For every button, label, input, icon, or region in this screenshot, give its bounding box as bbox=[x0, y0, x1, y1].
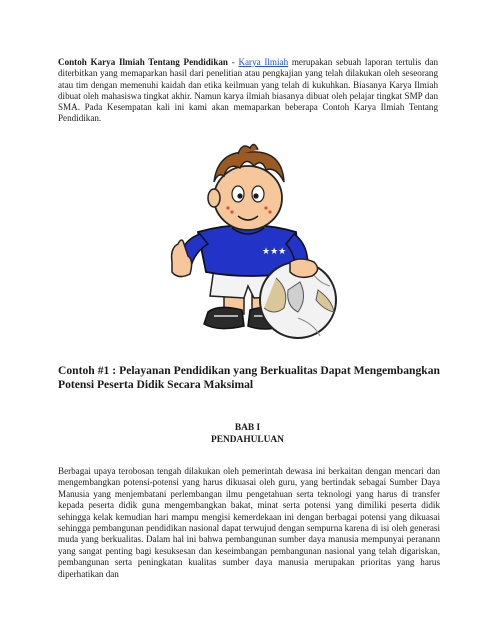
chapter-title: PENDAHULUAN bbox=[211, 435, 284, 445]
karya-ilmiah-link[interactable]: Karya Ilmiah bbox=[238, 57, 289, 67]
body-paragraph: Berbagai upaya terobosan tengah dilakukan oleh pemerintah dewasa ini berkaitan dengan mencari dan mengembangkan potensi-potensi yang harus dikuasai oleh guru, yang bertindak sebagai Sumber Daya Manusia yang menjembatani perlembangan ilmu pengetahuan serta teknologi yang harus di transfer kepada peserta didik guna mengembangkan bakat, minat serta potensi yang dimiliki peserta didik sehingga kelak kemudian hari mampu mengisi kemerdekaan ini dengan berbagai potensi yang dikuasai sehingga pembangunan pendidikan nasional dapat terwujud dengan sempurna karena di isi oleh generasi muda yang berkualitas. Dalam hal ini bahwa pembangunan sumber daya manusia mempunyai peranann yang sangat penting bagi kesuksesan dan keseimbangan pembangunan nasional yang telah digariskan, pembangunan serta peningkatan kualitas sumber daya manusia merupakan prioritas yang harus diperhatikan dan bbox=[58, 466, 440, 579]
cartoon-boy-with-soccer-ball-icon bbox=[158, 140, 343, 345]
svg-text:★★★: ★★★ bbox=[262, 247, 287, 257]
intro-text: merupakan sebuah laporan tertulis dan diterbitkan yang memaparkan hasil dari penelitian atau pengkajian yang telah dilakukan oleh seseorang atau tim dengan memenuhi kaidah dan etika keilmuan yang telah di kukuhkan. Biasanya Karya Ilmiah dibuat oleh mahasiswa tingkat akhir. Namun karya ilmiah biasanya dibuat oleh pelajar tingkat SMP dan SMA. Pada Kesempatan kali ini kami akan memaparkan beberapa Contoh Karya Ilmiah Tentang Pendidikan. bbox=[58, 57, 438, 124]
intro-paragraph bbox=[58, 57, 438, 125]
intro-separator: - bbox=[228, 57, 239, 67]
section-heading: Contoh #1 : Pelayanan Pendidikan yang Berkualitas Dapat Mengembangkan Potensi Peserta Didik Secara Maksimal bbox=[58, 364, 440, 391]
intro-title: Contoh Karya Ilmiah Tentang Pendidikan bbox=[58, 57, 228, 67]
chapter-number: BAB I bbox=[234, 423, 261, 433]
